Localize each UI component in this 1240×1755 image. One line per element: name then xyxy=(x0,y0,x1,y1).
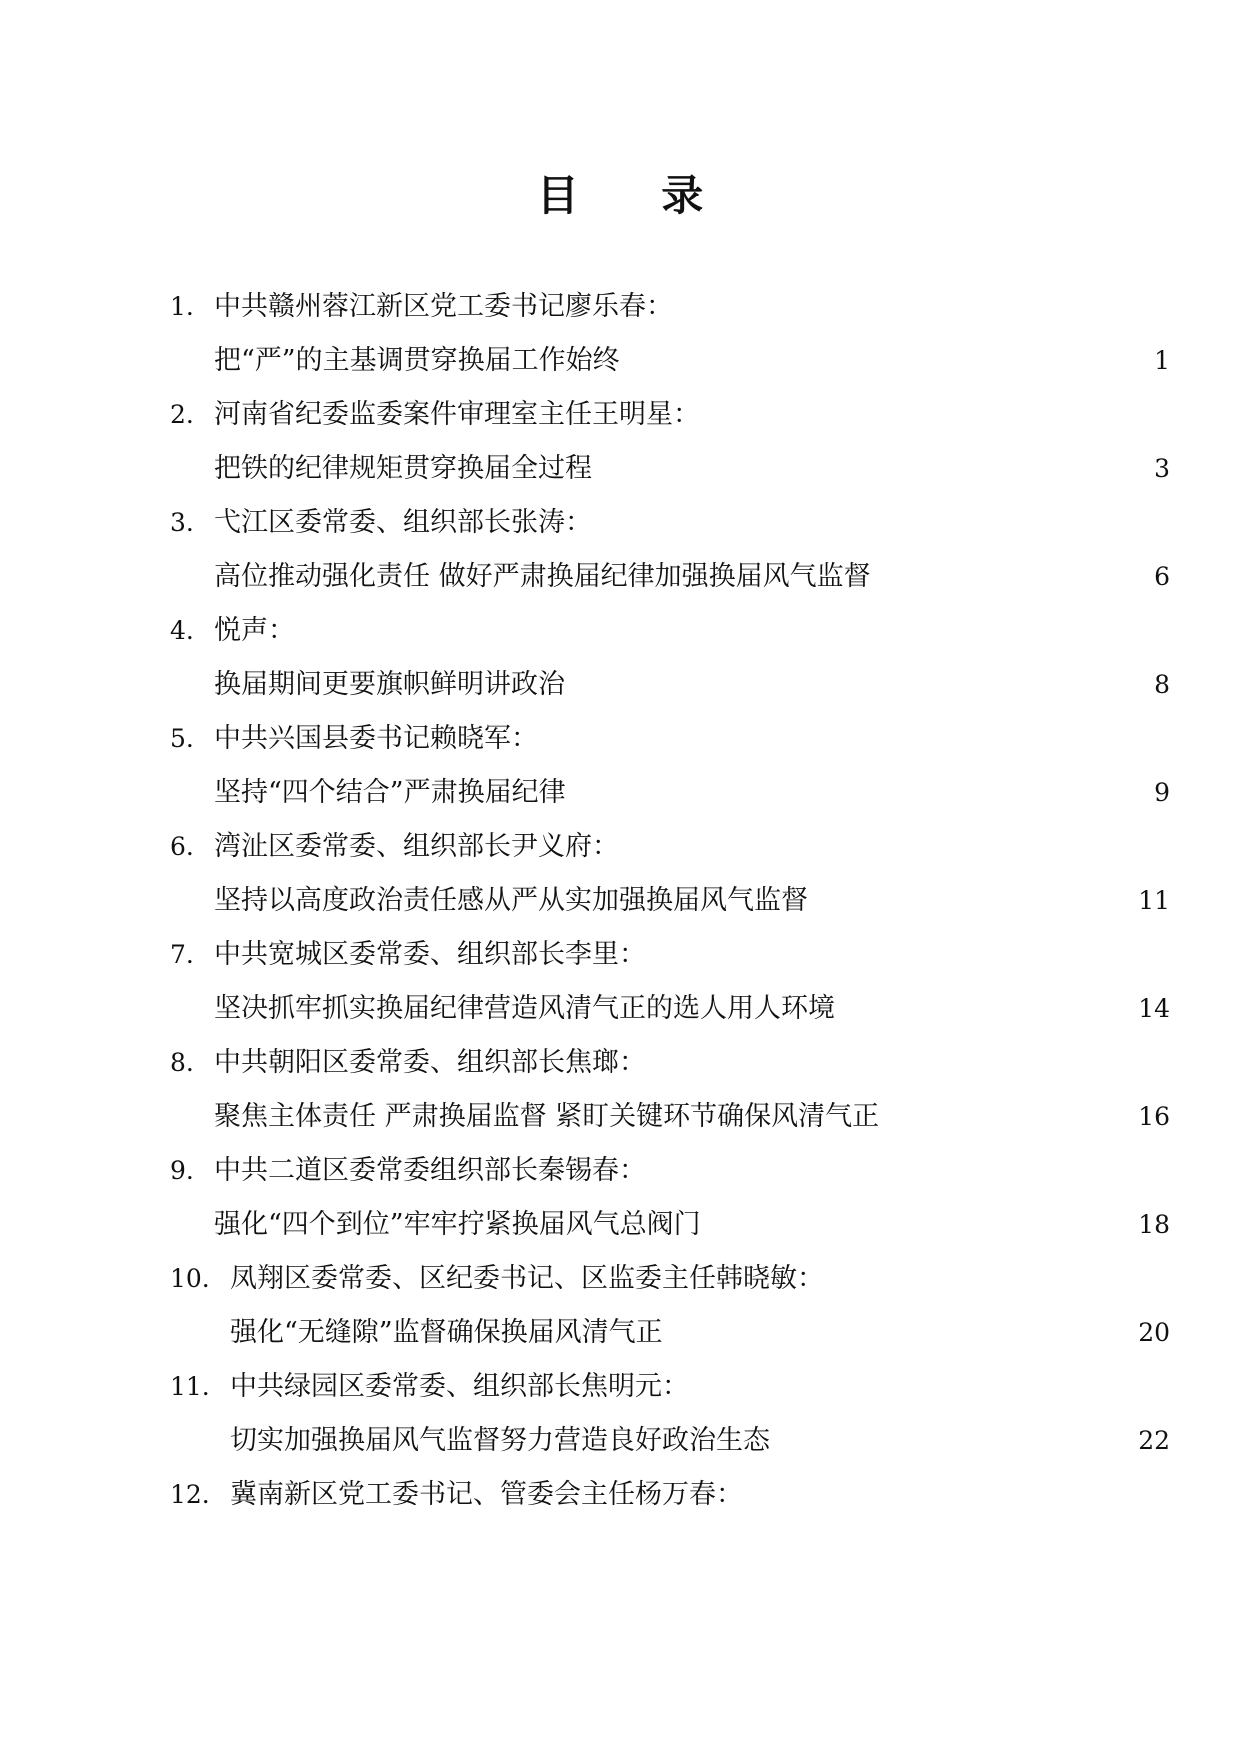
toc-subtitle-line xyxy=(170,766,1170,820)
toc-author-line xyxy=(170,388,1170,442)
toc-subtitle-line xyxy=(170,874,1170,928)
entry-page-number: 9 xyxy=(1154,778,1170,807)
entry-number: 3. xyxy=(170,508,194,537)
entry-author: 中共赣州蓉江新区党工委书记廖乐春： xyxy=(214,291,673,322)
toc-subtitle-line xyxy=(170,550,1170,604)
entry-subtitle: 强化“无缝隙”监督确保换届风清气正 xyxy=(230,1317,663,1348)
toc-subtitle-line xyxy=(170,442,1170,496)
toc-entry[interactable] xyxy=(170,820,1170,928)
table-of-contents xyxy=(170,280,1170,1522)
entry-subtitle: 切实加强换届风气监督努力营造良好政治生态 xyxy=(230,1425,770,1456)
toc-entry[interactable] xyxy=(170,280,1170,388)
toc-author-line xyxy=(170,1468,1170,1522)
toc-author-line xyxy=(170,604,1170,658)
toc-author-line xyxy=(170,712,1170,766)
entry-number: 9. xyxy=(170,1156,194,1185)
toc-subtitle-line xyxy=(170,982,1170,1036)
toc-subtitle-line xyxy=(170,334,1170,388)
entry-number: 5. xyxy=(170,724,194,753)
toc-entry[interactable] xyxy=(170,1144,1170,1252)
entry-number: 7. xyxy=(170,940,194,969)
entry-page-number: 1 xyxy=(1154,346,1170,375)
entry-author: 湾沚区委常委、组织部长尹义府： xyxy=(214,831,619,862)
entry-page-number: 11 xyxy=(1138,886,1170,915)
toc-entry[interactable] xyxy=(170,1360,1170,1468)
entry-page-number: 18 xyxy=(1138,1210,1170,1239)
toc-entry[interactable] xyxy=(170,712,1170,820)
toc-entry[interactable] xyxy=(170,928,1170,1036)
page-title: 目 录 xyxy=(536,171,738,220)
entry-subtitle: 高位推动强化责任 做好严肃换届纪律加强换届风气监督 xyxy=(214,561,871,592)
entry-author: 河南省纪委监委案件审理室主任王明星： xyxy=(214,399,700,430)
entry-number: 4. xyxy=(170,616,194,645)
toc-author-line xyxy=(170,1252,1170,1306)
toc-entry[interactable] xyxy=(170,496,1170,604)
entry-author: 中共绿园区委常委、组织部长焦明元： xyxy=(230,1371,689,1402)
entry-number: 6. xyxy=(170,832,194,861)
entry-subtitle: 坚持以高度政治责任感从严从实加强换届风气监督 xyxy=(214,885,808,916)
entry-number: 1. xyxy=(170,292,194,321)
entry-page-number: 16 xyxy=(1138,1102,1170,1131)
toc-author-line xyxy=(170,928,1170,982)
toc-subtitle-line xyxy=(170,1414,1170,1468)
entry-page-number: 20 xyxy=(1138,1318,1170,1347)
toc-author-line xyxy=(170,820,1170,874)
entry-subtitle: 把“严”的主基调贯穿换届工作始终 xyxy=(214,345,620,376)
entry-subtitle: 换届期间更要旗帜鲜明讲政治 xyxy=(214,669,565,700)
toc-author-line xyxy=(170,496,1170,550)
entry-page-number: 6 xyxy=(1154,562,1170,591)
toc-author-line xyxy=(170,1036,1170,1090)
entry-author: 悦声： xyxy=(214,615,295,646)
entry-subtitle: 聚焦主体责任 严肃换届监督 紧盯关键环节确保风清气正 xyxy=(214,1101,880,1132)
entry-author: 中共朝阳区委常委、组织部长焦瑯： xyxy=(214,1047,646,1078)
entry-number: 12. xyxy=(170,1480,210,1509)
toc-entry[interactable] xyxy=(170,1468,1170,1522)
entry-page-number: 22 xyxy=(1138,1426,1170,1455)
entry-number: 10. xyxy=(170,1264,210,1293)
entry-subtitle: 强化“四个到位”牢牢拧紧换届风气总阀门 xyxy=(214,1209,701,1240)
entry-page-number: 8 xyxy=(1154,670,1170,699)
entry-page-number: 14 xyxy=(1138,994,1170,1023)
entry-author: 中共兴国县委书记赖晓军： xyxy=(214,723,538,754)
entry-subtitle: 坚持“四个结合”严肃换届纪律 xyxy=(214,777,566,808)
entry-author: 中共宽城区委常委、组织部长李里： xyxy=(214,939,646,970)
toc-entry[interactable] xyxy=(170,1252,1170,1360)
toc-entry[interactable] xyxy=(170,604,1170,712)
toc-entry[interactable] xyxy=(170,388,1170,496)
entry-author: 弋江区委常委、组织部长张涛： xyxy=(214,507,592,538)
toc-author-line xyxy=(170,1144,1170,1198)
toc-author-line xyxy=(170,280,1170,334)
entry-author: 中共二道区委常委组织部长秦锡春： xyxy=(214,1155,646,1186)
entry-author: 凤翔区委常委、区纪委书记、区监委主任韩晓敏： xyxy=(230,1263,824,1294)
entry-number: 11. xyxy=(170,1372,210,1401)
toc-entry[interactable] xyxy=(170,1036,1170,1144)
toc-author-line xyxy=(170,1360,1170,1414)
toc-subtitle-line xyxy=(170,1306,1170,1360)
toc-subtitle-line xyxy=(170,1198,1170,1252)
entry-page-number: 3 xyxy=(1154,454,1170,483)
entry-author: 冀南新区党工委书记、管委会主任杨万春： xyxy=(230,1479,743,1510)
entry-number: 8. xyxy=(170,1048,194,1077)
entry-number: 2. xyxy=(170,400,194,429)
entry-subtitle: 坚决抓牢抓实换届纪律营造风清气正的选人用人环境 xyxy=(214,993,835,1024)
toc-subtitle-line xyxy=(170,1090,1170,1144)
entry-subtitle: 把铁的纪律规矩贯穿换届全过程 xyxy=(214,453,592,484)
toc-subtitle-line xyxy=(170,658,1170,712)
